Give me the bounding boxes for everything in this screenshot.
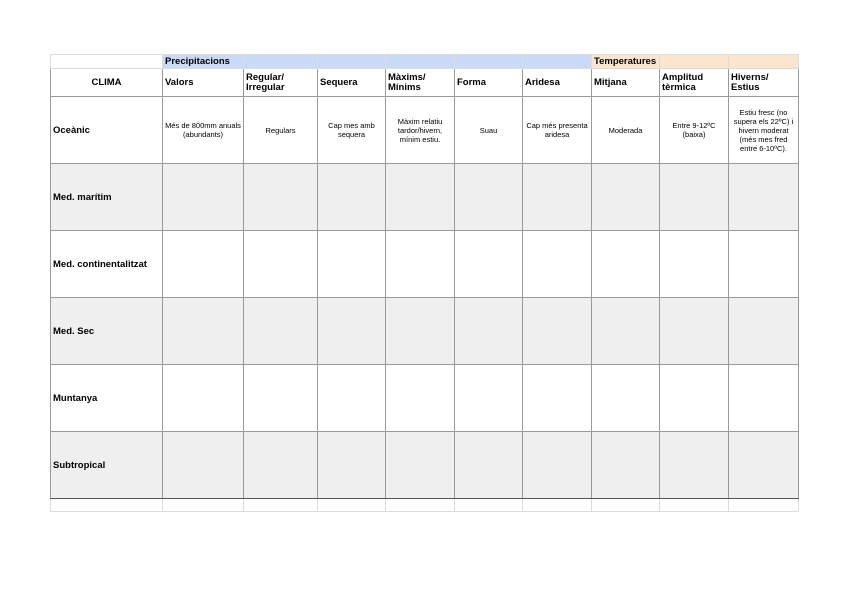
table-row-med-sec xyxy=(51,298,799,365)
table-cell: Entre 9-12ºC (baixa) xyxy=(660,97,729,164)
group-header-row xyxy=(51,55,799,69)
table-cell xyxy=(163,298,244,365)
table-cell xyxy=(244,231,318,298)
empty-cell xyxy=(163,499,244,512)
row-label: Med. Sec xyxy=(51,298,163,365)
table-cell xyxy=(729,298,799,365)
table-cell xyxy=(163,164,244,231)
table-cell xyxy=(163,365,244,432)
table-row-oceanic xyxy=(51,97,799,164)
group-precipitacions: Precipitacions xyxy=(163,55,244,69)
table-cell: Més de 800mm anuals (abundants) xyxy=(163,97,244,164)
row-label: Subtropical xyxy=(51,432,163,499)
climate-table-sheet xyxy=(50,54,798,512)
table-cell xyxy=(455,298,523,365)
table-cell xyxy=(729,164,799,231)
header-sequera: Sequera xyxy=(318,69,386,97)
table-cell xyxy=(455,432,523,499)
table-cell: Cap més presenta aridesa xyxy=(523,97,592,164)
table-cell xyxy=(318,164,386,231)
group-precipitacions-span xyxy=(455,55,523,69)
table-cell xyxy=(729,432,799,499)
table-cell xyxy=(592,365,660,432)
table-cell xyxy=(523,432,592,499)
table-cell xyxy=(592,164,660,231)
table-cell xyxy=(592,432,660,499)
table-cell xyxy=(729,365,799,432)
empty-cell xyxy=(455,499,523,512)
table-cell xyxy=(318,298,386,365)
table-cell xyxy=(386,432,455,499)
group-precipitacions-span xyxy=(318,55,386,69)
header-regular-irregular: Regular/ Irregular xyxy=(244,69,318,97)
row-label: Oceànic xyxy=(51,97,163,164)
table-cell xyxy=(386,164,455,231)
table-cell xyxy=(592,298,660,365)
group-precipitacions-span xyxy=(386,55,455,69)
empty-cell xyxy=(592,499,660,512)
row-label: Med. continentalitzat xyxy=(51,231,163,298)
empty-cell xyxy=(51,499,163,512)
table-cell xyxy=(386,231,455,298)
header-hiverns-estius: Hiverns/ Estius xyxy=(729,69,799,97)
table-cell xyxy=(318,432,386,499)
table-cell xyxy=(244,164,318,231)
table-cell xyxy=(244,365,318,432)
empty-cell xyxy=(244,499,318,512)
header-mitjana: Mitjana xyxy=(592,69,660,97)
table-cell xyxy=(455,365,523,432)
header-maxims-minims: Màxims/ Mínims xyxy=(386,69,455,97)
table-cell xyxy=(660,365,729,432)
table-row-muntanya xyxy=(51,365,799,432)
table-cell xyxy=(318,365,386,432)
table-cell xyxy=(318,231,386,298)
table-cell xyxy=(729,231,799,298)
table-cell xyxy=(244,298,318,365)
table-cell: Cap mes amb sequera xyxy=(318,97,386,164)
table-cell xyxy=(523,164,592,231)
empty-trailing-row xyxy=(51,499,799,512)
table-cell: Màxim relatiu tardor/hivern, mínim estiu. xyxy=(386,97,455,164)
header-clima: CLIMA xyxy=(51,69,163,97)
table-cell xyxy=(660,164,729,231)
header-amplitud-termica: Amplitud tèrmica xyxy=(660,69,729,97)
column-header-row xyxy=(51,69,799,97)
group-temperatures-span xyxy=(729,55,799,69)
header-aridesa: Aridesa xyxy=(523,69,592,97)
table-row-med-maritim xyxy=(51,164,799,231)
empty-cell xyxy=(386,499,455,512)
empty-cell xyxy=(729,499,799,512)
table-cell: Suau xyxy=(455,97,523,164)
table-cell xyxy=(163,231,244,298)
climate-table xyxy=(50,54,799,512)
empty-cell xyxy=(660,499,729,512)
table-cell xyxy=(660,231,729,298)
table-cell xyxy=(660,298,729,365)
header-valors: Valors xyxy=(163,69,244,97)
table-cell xyxy=(244,432,318,499)
group-precipitacions-span xyxy=(244,55,318,69)
table-row-med-continentalitzat xyxy=(51,231,799,298)
table-row-subtropical xyxy=(51,432,799,499)
table-cell xyxy=(455,231,523,298)
table-cell xyxy=(455,164,523,231)
row-label: Med. marítim xyxy=(51,164,163,231)
row-label: Muntanya xyxy=(51,365,163,432)
table-cell xyxy=(163,432,244,499)
table-cell: Regulars xyxy=(244,97,318,164)
group-temperatures: Temperatures xyxy=(592,55,660,69)
group-precipitacions-span xyxy=(523,55,592,69)
table-cell: Estiu fresc (no supera els 22ºC) i hivern moderat (més mes fred entre 6-10ºC). xyxy=(729,97,799,164)
header-forma: Forma xyxy=(455,69,523,97)
table-cell: Moderada xyxy=(592,97,660,164)
empty-cell xyxy=(523,499,592,512)
table-cell xyxy=(523,298,592,365)
group-temperatures-span xyxy=(660,55,729,69)
table-cell xyxy=(523,231,592,298)
table-cell xyxy=(386,365,455,432)
table-cell xyxy=(523,365,592,432)
table-cell xyxy=(660,432,729,499)
table-cell xyxy=(386,298,455,365)
table-cell xyxy=(592,231,660,298)
empty-cell xyxy=(318,499,386,512)
group-cell-empty xyxy=(51,55,163,69)
